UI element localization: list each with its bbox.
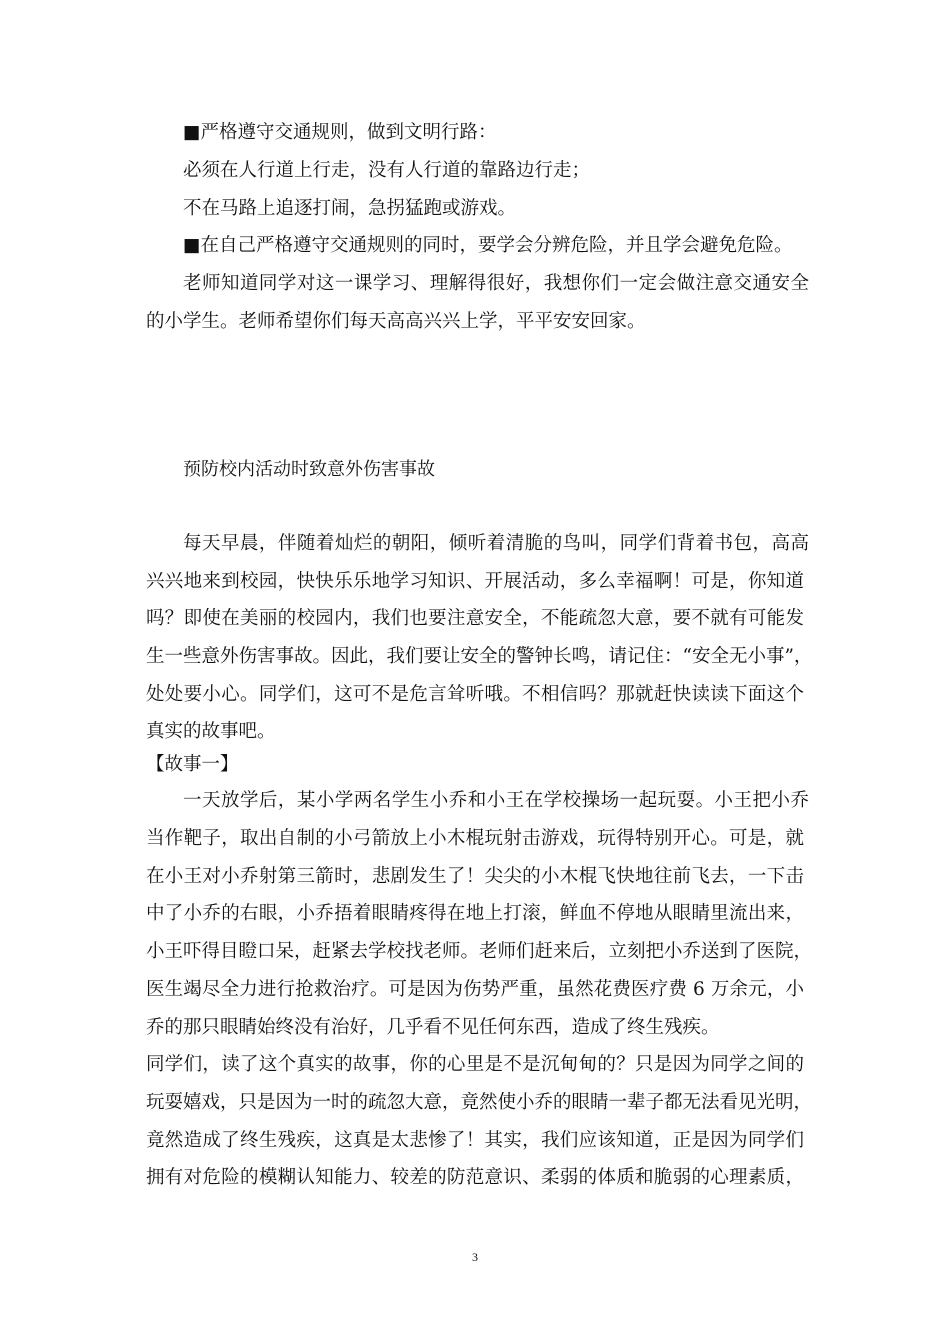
story-line-2: 当作靶子，取出自制的小弓箭放上小木棍玩射击游戏，玩得特别开心。可是，就 — [146, 828, 804, 849]
rule-line-no-chasing: 不在马路上追逐打闹，急拐猛跑或游戏。 — [183, 198, 517, 219]
story-line-5: 小王吓得目瞪口呆，赶紧去学校找老师。老师们赶来后，立刻把小乔送到了医院， — [146, 941, 813, 962]
reflection-line-4: 拥有对危险的模糊认知能力、较差的防范意识、柔弱的体质和脆弱的心理素质， — [146, 1167, 804, 1188]
reflection-line-3: 竟然造成了终生残疾，这真是太悲惨了！其实，我们应该知道，正是因为同学们 — [146, 1130, 804, 1151]
closing-line-2: 的小学生。老师希望你们每天高高兴兴上学，平平安安回家。 — [146, 311, 646, 332]
story-line-3: 在小王对小乔射第三箭时，悲剧发生了！尖尖的小木棍飞快地往前飞去，一下击 — [146, 866, 804, 887]
story-line-4: 中了小乔的右眼，小乔捂着眼睛疼得在地上打滚，鲜血不停地从眼睛里流出来， — [146, 903, 804, 924]
intro-line-3: 吗？即使在美丽的校园内，我们也要注意安全，不能疏忽大意，要不就有可能发 — [146, 608, 804, 629]
rule-bullet-1: ■严格遵守交通规则，做到文明行路： — [183, 122, 497, 143]
closing-line-1: 老师知道同学对这一课学习、理解得很好，我想你们一定会做注意交通安全 — [183, 273, 809, 294]
page-number: 3 — [472, 1250, 478, 1264]
rule-line-sidewalk: 必须在人行道上行走，没有人行道的靠路边行走； — [183, 160, 591, 181]
intro-line-6: 真实的故事吧。 — [146, 721, 276, 742]
intro-line-2: 兴兴地来到校园，快快乐乐地学习知识、开展活动，多么幸福啊！可是，你知道 — [146, 571, 804, 592]
reflection-line-2: 玩耍嬉戏，只是因为一时的疏忽大意，竟然使小乔的眼睛一辈子都无法看见光明， — [146, 1092, 813, 1113]
intro-line-1: 每天早晨，伴随着灿烂的朝阳，倾听着清脆的鸟叫，同学们背着书包，高高 — [183, 533, 809, 554]
intro-line-4: 生一些意外伤害事故。因此，我们要让安全的警钟长鸣，请记住：“安全无小事”， — [146, 646, 813, 667]
rule-bullet-2: ■在自己严格遵守交通规则的同时，要学会分辨危险，并且学会避免危险。 — [183, 235, 793, 256]
story-line-7: 乔的那只眼睛始终没有治好，几乎看不见任何东西，造成了终生残疾。 — [146, 1017, 720, 1038]
story-line-6: 医生竭尽全力进行抢救治疗。可是因为伤势严重，虽然花费医疗费 6 万余元，小 — [146, 979, 804, 1000]
reflection-line-1: 同学们，读了这个真实的故事，你的心里是不是沉甸甸的？只是因为同学之间的 — [146, 1054, 804, 1075]
story-label: 【故事一】 — [146, 754, 239, 775]
intro-line-5: 处处要小心。同学们，这可不是危言耸听哦。不相信吗？那就赶快读读下面这个 — [146, 684, 804, 705]
section-title: 预防校内活动时致意外伤害事故 — [183, 459, 435, 480]
story-line-1: 一天放学后，某小学两名学生小乔和小王在学校操场一起玩耍。小王把小乔 — [183, 790, 809, 811]
